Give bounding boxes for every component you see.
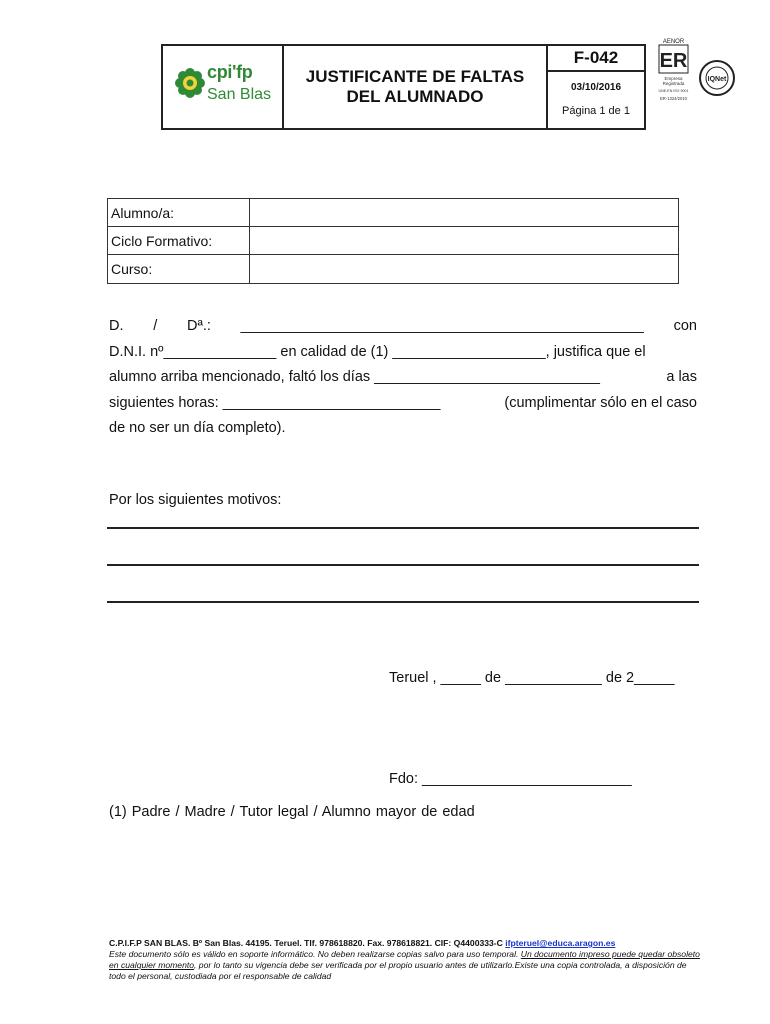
text-d: D. [109,318,124,334]
title-cell [284,46,548,128]
training-cycle-label: Ciclo Formativo: [108,227,250,254]
declaration-paragraph [109,314,697,442]
logo-text-san-blas: San Blas [207,86,272,103]
meta-cell [548,46,644,128]
reasons-label: Por los siguientes motivos: [109,492,282,508]
footer-note-a: Este documento sólo es válido en soporte informático. No deben realizarse copias salvo para uso temporal. [109,949,521,959]
footer-contact-text: C.P.I.F.P SAN BLAS. Bº San Blas. 44195. Teruel. Tlf. 978618820. Fax. 978618821. CIF: Q4400333-C [109,938,506,948]
aenor-sub2: Registrada [662,81,685,86]
student-row [108,199,678,227]
aenor-er-certification-icon [655,36,692,102]
signature-line[interactable]: Fdo: __________________________ [389,771,632,787]
aenor-sub1: Empresa [664,76,683,81]
course-label: Curso: [108,255,250,283]
student-row [108,227,678,255]
student-info-table [107,198,679,284]
guardian-name-blank[interactable]: __________________________________________________ [240,318,644,334]
reason-line-3[interactable] [107,601,699,603]
dni-capacity-text: D.N.I. nº______________ en calidad de (1) ___________________, justifica que el [109,343,646,360]
hours-text: siguientes horas: ___________________________ [109,394,441,411]
reason-line-2[interactable] [107,564,699,566]
fill-note-text: (cumplimentar sólo en el caso [504,394,697,411]
document-title [306,67,525,107]
course-field[interactable] [250,255,678,283]
footer-validity-note [109,949,701,982]
paragraph-line-3 [109,365,697,391]
place-date-line[interactable]: Teruel , _____ de ____________ de 2_____ [389,670,675,686]
reason-line-1[interactable] [107,527,699,529]
iqnet-label: IQNet [707,76,727,83]
student-name-field[interactable] [250,199,678,226]
absence-days-text: alumno arriba mencionado, faltó los días ____________________________ [109,369,600,385]
logo-cell [163,46,284,128]
aenor-code: ER-1324/2010 [659,96,688,101]
student-row [108,255,678,283]
logo-text-cpifp: cpi'fp [207,62,253,82]
relationship-note: (1) Padre / Madre / Tutor legal / Alumno mayor de edad [109,804,475,820]
footer-contact-line [109,938,701,949]
footer-note-b: , por lo tanto su vigencia debe ser verificada por el propio usuario antes de utilizarlo.Existe una copia controlada, a disposición de todo el personal, custodiada por el responsable de calidad [109,960,687,981]
paragraph-line-1 [109,314,697,340]
paragraph-line-5 [109,416,697,442]
aenor-mark: ER [659,50,688,72]
page-number: Página 1 de 1 [562,105,630,117]
paragraph-line-2 [109,340,697,366]
aenor-label: AENOR [662,39,685,45]
document-header [161,44,646,130]
text-slash: / [153,318,158,334]
iqnet-certification-icon [699,60,735,96]
document-footer [109,938,701,982]
full-day-note-text: de no ser un día completo). [109,420,286,436]
paragraph-line-4 [109,391,697,417]
footer-note-underlined: Un documento impreso puede quedar obsoleto en cualquier momento [109,949,700,970]
footer-email-link[interactable]: ifpteruel@educa.aragon.es [505,938,616,948]
training-cycle-field[interactable] [250,227,678,254]
form-date: 03/10/2016 [570,82,622,93]
text-a-las: a las [666,369,697,385]
text-da: Dª.: [187,318,211,334]
title-line-1: JUSTIFICANTE DE FALTAS [305,67,525,86]
title-line-2: DEL ALUMNADO [346,87,484,106]
student-name-label: Alumno/a: [108,199,250,226]
text-con: con [673,318,697,334]
aenor-standard: UNE-EN ISO 9001 [658,89,689,93]
form-code: F-042 [548,46,644,72]
school-logo-icon [175,68,205,98]
